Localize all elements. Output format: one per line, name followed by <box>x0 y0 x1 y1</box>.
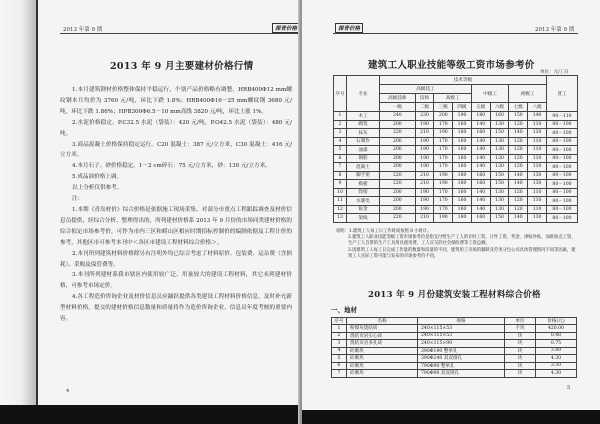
material-price: 420.00 <box>536 325 577 333</box>
wage-cell: 210 <box>415 129 434 138</box>
wage-cell: 130 <box>490 188 509 197</box>
material-spec: 390Φ240 双双排孔 <box>418 355 505 363</box>
wage-cell: 110 <box>528 205 547 214</box>
wage-cell: 110 <box>528 163 547 172</box>
wage-cell: 140 <box>471 188 490 197</box>
material-price: 0.75 <box>536 340 577 348</box>
wage-cell: 120 <box>509 197 528 206</box>
row-no: 9 <box>334 180 347 189</box>
right-header-rule <box>333 33 578 34</box>
note: 说明：1.建筑工人每工日工作时间按照 8 小时计。 <box>336 229 432 234</box>
wage-table-title: 建筑工人职业技能等级工资市场参考价 <box>368 60 535 71</box>
paragraph: 3.商品混凝土价格保持稳定运行。C20 混凝土：387 元/立方米，C30 混凝土：416 元/立方米。 <box>60 141 292 159</box>
grade-header: 八级 <box>528 103 547 112</box>
paragraph: 5.成品油价格上调。 <box>72 174 123 181</box>
wage-cell: 130 <box>528 171 547 180</box>
wage-cell: 140 <box>471 163 490 172</box>
laborer-cell: 90－110 <box>547 112 578 121</box>
material-no: 4 <box>332 347 347 355</box>
laborer-cell: 80－100 <box>547 129 578 138</box>
material-no: 7 <box>332 370 347 378</box>
wage-cell: 190 <box>415 120 434 129</box>
grade-header: 六级 <box>490 103 509 112</box>
wage-cell: 120 <box>509 205 528 214</box>
scan-bottom-edge <box>0 405 302 424</box>
wage-cell: 230 <box>415 112 434 121</box>
laborer-cell: 80－100 <box>547 163 578 172</box>
grade-header: 五级 <box>471 103 490 112</box>
material-no: 6 <box>332 362 347 370</box>
wage-cell: 120 <box>509 146 528 155</box>
material-no: 2 <box>332 332 347 340</box>
material-price: 0.48 <box>536 332 577 340</box>
table-row <box>334 188 578 197</box>
material-price: 4.30 <box>536 355 577 363</box>
wage-cell: 220 <box>380 180 416 189</box>
wage-table-notes <box>336 229 576 260</box>
wage-cell: 130 <box>490 154 509 163</box>
row-trade: 架线 <box>347 214 380 223</box>
table-row <box>334 214 578 223</box>
note: 3.因建筑工人每工日完成工作量的数量和质量的不同、建筑用工市场的紧缺及劳务分包公司具体管理情况不同等因素，建筑工人实际工资可能与发布的市场参考价不同。 <box>348 247 576 259</box>
row-trade: 模板 <box>347 180 380 189</box>
laborer-cell: 80－100 <box>547 154 578 163</box>
material-name: 砼砌块 <box>347 347 418 355</box>
row-trade: 油漆 <box>347 146 380 155</box>
material-spec: 790Φ90 双双排孔 <box>418 370 505 378</box>
col-trade: 专业 <box>347 76 380 112</box>
wage-cell: 160 <box>453 154 472 163</box>
wage-cell: 190 <box>415 188 434 197</box>
wage-cell: 160 <box>471 171 490 180</box>
left-page-title: 2013 年 9 月主要建材价格行情 <box>110 61 254 72</box>
wage-cell: 160 <box>453 146 472 155</box>
scan-margin-left <box>0 0 36 424</box>
wage-cell: 140 <box>509 171 528 180</box>
material-spec: 240×115×53 <box>418 325 505 333</box>
col-no: 序号 <box>332 318 347 325</box>
row-no: 5 <box>334 146 347 155</box>
row-trade: 钣金 <box>347 205 380 214</box>
wage-cell: 200 <box>434 112 453 121</box>
wage-cell: 120 <box>509 163 528 172</box>
row-no: 8 <box>334 171 347 180</box>
laborer-cell: 80－100 <box>547 197 578 206</box>
material-unit: 块 <box>505 347 536 355</box>
material-name: 砼砌块 <box>347 370 418 378</box>
wage-cell: 200 <box>380 154 416 163</box>
paragraph: 4.各工程造价咨询企业及材价信息员应踊跃提供各类建设工程材料价格信息，及时补充新型材料价格，提交的建材价格信息数量和质量将作为造价咨询企业、信息员年度考核的重要内容。 <box>60 294 292 323</box>
material-spec: 240×115×90 <box>418 340 505 348</box>
laborer-cell: 80－100 <box>547 214 578 223</box>
wage-cell: 200 <box>380 188 416 197</box>
table-row <box>332 370 577 378</box>
col-price: 价格(元) <box>536 318 577 325</box>
material-no: 3 <box>332 340 347 348</box>
table-row <box>332 355 577 363</box>
wage-cell: 200 <box>380 146 416 155</box>
row-no: 12 <box>334 205 347 214</box>
row-trade: 水暖电 <box>347 197 380 206</box>
paragraph: 2.水泥价格稳定。P.C32.5 水泥（袋装）：420 元/吨，P.O42.5 水泥（袋装）：480 元/吨。 <box>60 119 292 137</box>
wage-cell: 120 <box>509 120 528 129</box>
wage-cell: 160 <box>453 137 472 146</box>
col-mid-worker: 中级工 <box>471 85 509 103</box>
wage-cell: 140 <box>509 129 528 138</box>
wage-cell: 190 <box>415 137 434 146</box>
row-no: 13 <box>334 214 347 223</box>
wage-cell: 110 <box>528 120 547 129</box>
material-spec: 790Φ90 整单孔 <box>418 362 505 370</box>
row-no: 7 <box>334 163 347 172</box>
wage-cell: 170 <box>434 163 453 172</box>
wage-cell: 210 <box>415 214 434 223</box>
wage-cell: 160 <box>490 112 509 121</box>
row-no: 6 <box>334 154 347 163</box>
wage-cell: 170 <box>434 197 453 206</box>
wage-cell: 140 <box>471 205 490 214</box>
table-row <box>334 120 578 129</box>
table-row <box>332 340 577 348</box>
wage-cell: 150 <box>490 171 509 180</box>
wage-cell: 180 <box>453 180 472 189</box>
wage-cell: 140 <box>528 112 547 121</box>
material-subsection-title: 一、地材 <box>331 306 357 314</box>
wage-cell: 200 <box>380 137 416 146</box>
wage-cell: 210 <box>415 180 434 189</box>
wage-cell: 220 <box>380 129 416 138</box>
wage-cell: 140 <box>471 154 490 163</box>
table-row <box>334 205 578 214</box>
wage-cell: 220 <box>380 214 416 223</box>
row-trade: 混凝土 <box>347 163 380 172</box>
wage-cell: 200 <box>380 197 416 206</box>
wage-cell: 170 <box>434 205 453 214</box>
wage-table <box>333 75 578 223</box>
material-name: 粉煤灰烧结砖 <box>347 325 418 333</box>
grade-header: 七级 <box>509 103 528 112</box>
row-trade: 脚手架 <box>347 171 380 180</box>
right-page-number: 5 <box>567 385 571 391</box>
wage-cell: 110 <box>528 197 547 206</box>
wage-cell: 130 <box>490 197 509 206</box>
table-row <box>334 146 578 155</box>
wage-cell: 160 <box>453 163 472 172</box>
wage-cell: 170 <box>434 188 453 197</box>
laborer-cell: 80－100 <box>547 120 578 129</box>
wage-cell: 200 <box>380 163 416 172</box>
row-trade: 砌筑 <box>347 120 380 129</box>
col-unit: 单位 <box>505 318 536 325</box>
wage-cell: 110 <box>528 146 547 155</box>
wage-cell: 130 <box>490 163 509 172</box>
wage-cell: 190 <box>434 180 453 189</box>
wage-cell: 160 <box>471 129 490 138</box>
wage-cell: 110 <box>528 188 547 197</box>
wage-cell: 140 <box>471 197 490 206</box>
left-header-badge: 探青价格 <box>272 23 300 33</box>
material-spec: 390Φ190 整单孔 <box>418 347 505 355</box>
wage-cell: 120 <box>509 154 528 163</box>
wage-cell: 180 <box>471 112 490 121</box>
wage-cell: 140 <box>509 214 528 223</box>
row-no: 4 <box>334 137 347 146</box>
material-table-body <box>332 325 577 378</box>
table-row <box>332 332 577 340</box>
table-row <box>334 163 578 172</box>
material-name: 砼砌块 <box>347 362 418 370</box>
col-seq: 序号 <box>334 76 347 112</box>
table-row <box>332 347 577 355</box>
wage-cell: 210 <box>415 171 434 180</box>
wage-cell: 160 <box>453 120 472 129</box>
table-row <box>332 325 577 333</box>
right-header-issue: 2013 年第 9 期 <box>535 27 575 33</box>
wage-cell: 220 <box>380 171 416 180</box>
wage-cell: 190 <box>434 171 453 180</box>
row-no: 1 <box>334 112 347 121</box>
wage-cell: 160 <box>471 214 490 223</box>
note: 2.建筑工人职业技能等级工资市场参考价是指支付给生产工人的计时工资、计件工资、奖金、津贴补贴、加班加点工资、生产工人自带的生产工具用具使用费、工人应交的社会保险费等工资总额。 <box>348 235 576 247</box>
wage-cell: 160 <box>471 180 490 189</box>
paragraph: 4.本月石子、砂价格稳定。1－2 cm碎石：75 元/立方米，砂：130 元/立方米。 <box>72 163 271 170</box>
paragraph: 以上分析仅供参考。 <box>72 185 123 192</box>
wage-cell: 120 <box>509 188 528 197</box>
paragraph: 3.本刊所列建材系我市辖区内使用较广泛、用量较大的建设工程材料，其它未列建材价格，可参考市场定价。 <box>60 272 292 290</box>
wage-cell: 170 <box>434 137 453 146</box>
material-unit: 块 <box>505 355 536 363</box>
wage-cell: 130 <box>490 120 509 129</box>
wage-cell: 110 <box>528 154 547 163</box>
wage-cell: 190 <box>415 146 434 155</box>
wage-cell: 150 <box>490 180 509 189</box>
col-name: 名称 <box>347 318 418 325</box>
wage-cell: 190 <box>453 112 472 121</box>
paragraph: 1.本月建筑钢材价格整体保持平稳运行，个别产品价格略有调整。HRB400Φ12 mm螺纹钢本月均价为 3760 元/吨，环比下跌 1.8%；HRB400Φ16－25 mm螺纹钢 3680 元/吨，环比下跌 1.86%；HPB300Φ6.5－10 mm高线 3820 元/吨，环比上涨 1%。 <box>60 87 292 115</box>
material-unit: 块 <box>505 340 536 348</box>
left-page-number: 4 <box>66 388 70 394</box>
wage-cell: 190 <box>434 129 453 138</box>
laborer-cell: 80－100 <box>547 188 578 197</box>
table-row <box>334 112 578 121</box>
material-name: 烧结页岩多孔砖 <box>347 340 418 348</box>
material-table <box>331 317 577 378</box>
grade-header: 二级 <box>415 103 434 112</box>
paragraph: 1.本期《青岛材价》综合价格是依据施工现场采集、对部分市重点工程跟踪调查及材价信息员提供，经综合分析、整理得出的，所列建材价格系 2013 年 9 月份的市场同类建材价格的综合拟定市场参考价，可作为市内三区和崂山区相应时期招标控制价的编制依据及工程计价的参考，其他区市可参考本刊中＜各区市建设工程材料综合价格＞。 <box>60 206 292 246</box>
table-row <box>334 180 578 189</box>
wage-cell: 180 <box>453 171 472 180</box>
table-row <box>334 129 578 138</box>
laborer-cell: 80－100 <box>547 180 578 189</box>
wage-table-body <box>334 112 578 223</box>
row-no: 10 <box>334 188 347 197</box>
material-unit: 块 <box>505 332 536 340</box>
grade-header: 四级 <box>453 103 472 112</box>
col-laborer: 普工 <box>547 76 578 112</box>
wage-cell: 160 <box>453 188 472 197</box>
left-body-text <box>60 85 292 325</box>
wage-cell: 130 <box>490 205 509 214</box>
paragraph: 注： <box>72 196 84 203</box>
row-no: 3 <box>334 129 347 138</box>
wage-cell: 130 <box>528 180 547 189</box>
laborer-cell: 80－100 <box>547 137 578 146</box>
material-no: 1 <box>332 325 347 333</box>
material-unit: 千块 <box>505 325 536 333</box>
row-trade: 钢筋 <box>347 154 380 163</box>
wage-cell: 140 <box>471 120 490 129</box>
laborer-cell: 80－100 <box>547 146 578 155</box>
material-price: 4.30 <box>536 370 577 378</box>
wage-cell: 130 <box>490 146 509 155</box>
material-price: 3.89 <box>536 347 577 355</box>
wage-cell: 190 <box>434 214 453 223</box>
row-no: 2 <box>334 120 347 129</box>
laborer-cell: 80－100 <box>547 171 578 180</box>
wage-cell: 150 <box>490 129 509 138</box>
wage-cell: 200 <box>380 120 416 129</box>
material-section-title: 2013 年 9 月份建筑安装工程材料综合价格 <box>368 290 541 300</box>
material-no: 5 <box>332 355 347 363</box>
wage-cell: 140 <box>471 146 490 155</box>
col-senior-worker: 高级工 <box>434 94 472 103</box>
row-trade: 石制作 <box>347 137 380 146</box>
wage-cell: 180 <box>453 214 472 223</box>
wage-cell: 140 <box>471 137 490 146</box>
wage-cell: 110 <box>528 137 547 146</box>
wage-cell: 190 <box>415 205 434 214</box>
table-row <box>334 154 578 163</box>
wage-cell: 190 <box>415 154 434 163</box>
wage-cell: 150 <box>509 112 528 121</box>
col-junior-worker: 初级工 <box>509 85 547 103</box>
scan-bottom-edge-right <box>302 410 600 424</box>
wage-cell: 170 <box>434 154 453 163</box>
wage-cell: 180 <box>453 129 472 138</box>
material-price: 3.50 <box>536 362 577 370</box>
laborer-cell: 80－100 <box>547 205 578 214</box>
wage-cell: 240 <box>380 112 416 121</box>
left-header-issue: 2013 年第 9 期 <box>63 27 103 33</box>
material-name: 烧结页岩实心砖 <box>347 332 418 340</box>
wage-cell: 130 <box>528 214 547 223</box>
wage-cell: 200 <box>380 205 416 214</box>
wage-cell: 160 <box>453 205 472 214</box>
wage-cell: 170 <box>434 120 453 129</box>
col-tech-level: 技术等级 <box>380 76 547 85</box>
material-unit: 块 <box>505 362 536 370</box>
row-trade: 焊接 <box>347 188 380 197</box>
material-spec: 240×115×53 <box>418 332 505 340</box>
wage-table-unit: 单位：元/工日 <box>540 70 569 75</box>
col-spec: 规格 <box>418 318 505 325</box>
table-row <box>334 171 578 180</box>
wage-cell: 150 <box>490 214 509 223</box>
col-technician: 技师 <box>415 94 434 103</box>
table-row <box>334 137 578 146</box>
wage-cell: 140 <box>509 180 528 189</box>
row-trade: 抹灰 <box>347 129 380 138</box>
wage-cell: 170 <box>434 146 453 155</box>
grade-header: 三级 <box>434 103 453 112</box>
wage-cell: 160 <box>453 197 472 206</box>
wage-cell: 190 <box>415 197 434 206</box>
table-row <box>334 197 578 206</box>
wage-cell: 190 <box>415 163 434 172</box>
left-header-rule <box>60 33 300 34</box>
wage-cell: 130 <box>528 129 547 138</box>
col-senior: 高级技工 <box>380 85 472 94</box>
row-no: 11 <box>334 197 347 206</box>
col-senior-tech: 高级技师 <box>380 94 416 103</box>
material-name: 砼砌块 <box>347 355 418 363</box>
paragraph: 2.本刊所列建筑材料价格除另有注明外均已综合考虑了材料原价、包装费、运杂费（含损耗）、采购及保管费等。 <box>60 250 292 268</box>
wage-cell: 130 <box>490 137 509 146</box>
right-header-badge: 探青价格 <box>335 23 363 33</box>
material-unit: 块 <box>505 370 536 378</box>
grade-header: 一级 <box>380 103 416 112</box>
table-row <box>332 362 577 370</box>
wage-cell: 120 <box>509 137 528 146</box>
row-trade: 木工 <box>347 112 380 121</box>
